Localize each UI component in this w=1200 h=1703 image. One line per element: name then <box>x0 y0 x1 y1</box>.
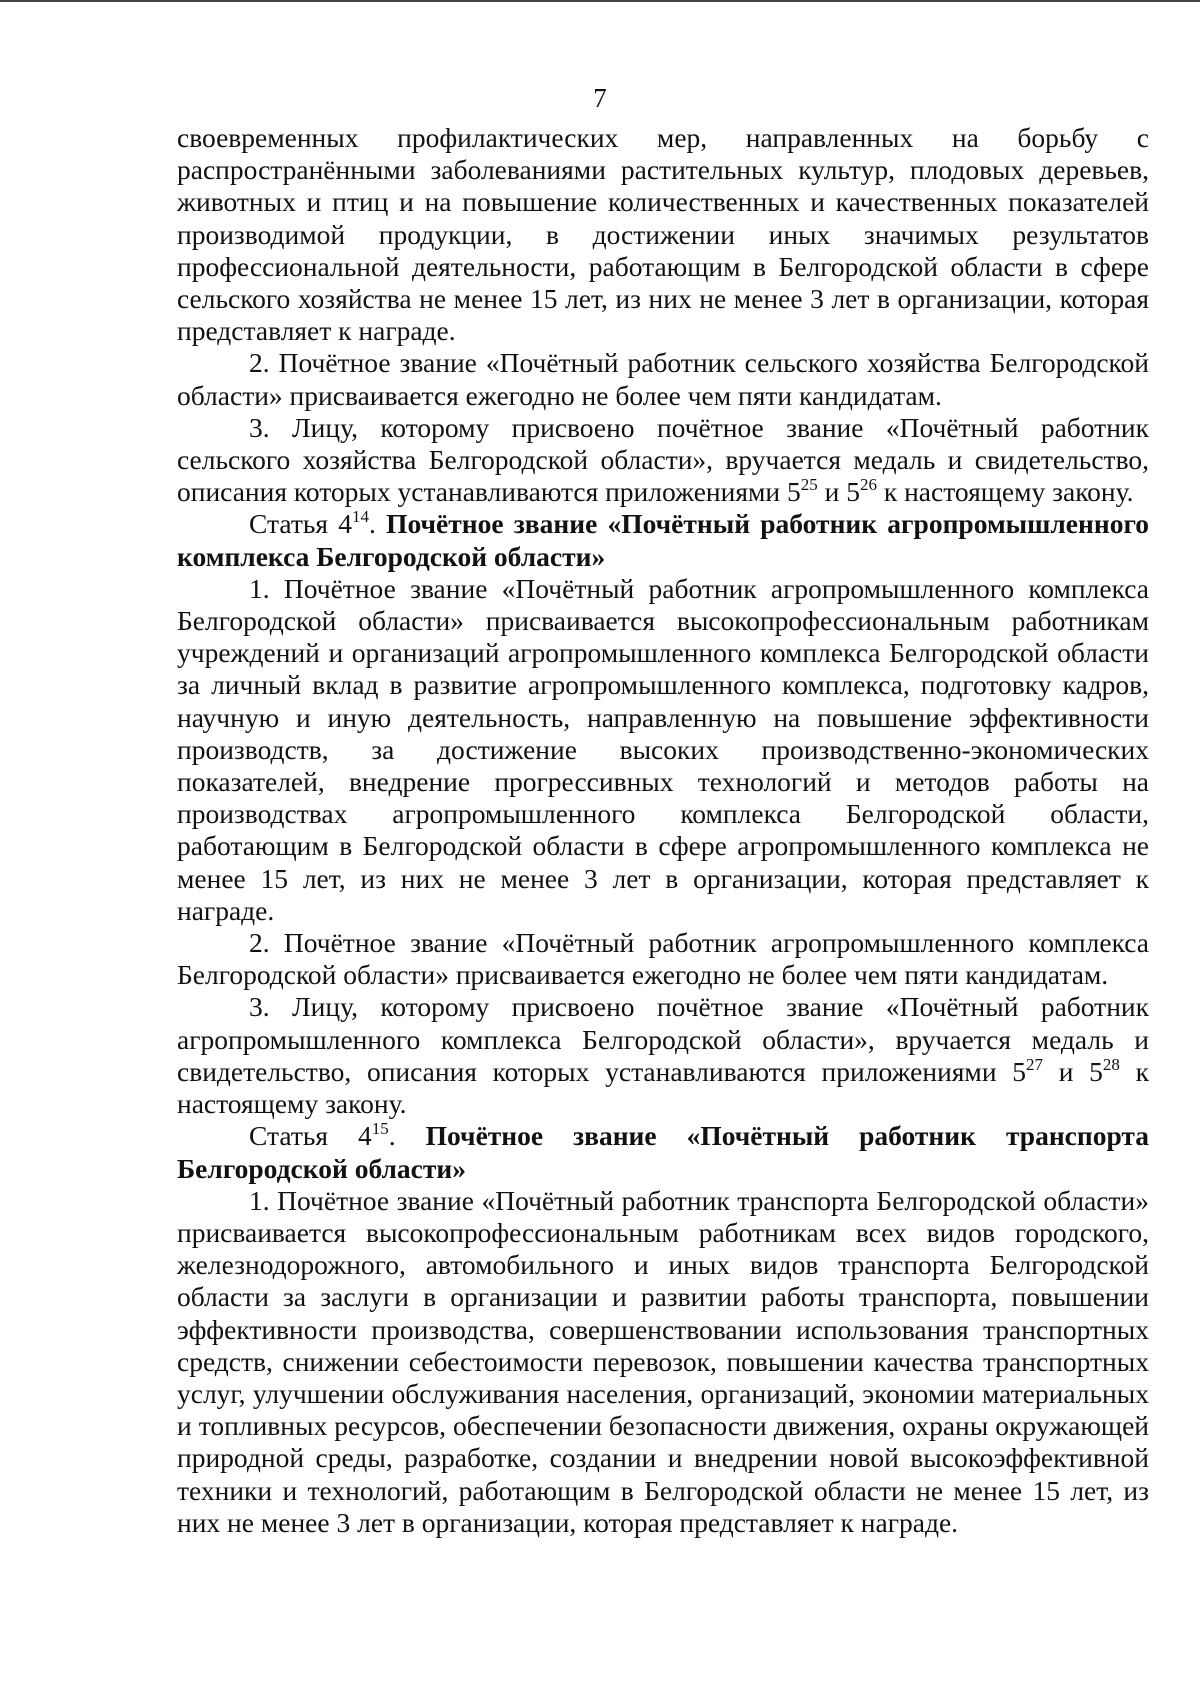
paragraph <box>177 1185 1149 1539</box>
paragraph-text: к настоящему закону. <box>876 476 1134 508</box>
paragraph <box>177 573 1149 927</box>
page-number: 7 <box>593 83 607 113</box>
paragraph <box>177 347 1149 411</box>
paragraph-text: и 5 <box>817 476 860 508</box>
article-title: Почётное звание «Почётный работник агропромышленного комплекса Белгородской области» <box>177 508 1149 572</box>
article-label: Статья 4 <box>249 1120 372 1152</box>
paragraph-text: 2. Почётное звание «Почётный работник агропромышленного комплекса Белгородской области» присваивается ежегодно не более чем пяти кандидатам. <box>177 927 1149 991</box>
paragraph-text: 3. Лицу, которому присвоено почётное звание «Почётный работник сельского хозяйства Белгородской области», вручается медаль и свидетельство, описания которых устанавливаются приложениями 5 <box>177 411 1149 508</box>
document-body <box>177 122 1149 1539</box>
paragraph-text: 1. Почётное звание «Почётный работник транспорта Белгородской области» присваивается высокопрофессиональным работникам всех видов городского, железнодорожного, автомобильного и иных видов транспорта Белгородской области за заслуги в организации и развитии работы транспорта, повышении эффективности производства, совершенствовании использования транспортных средств, снижении себестоимости перевозок, повышении качества транспортных услуг, улучшении обслуживания населения, организаций, экономии материальных и топливных ресурсов, обеспечении безопасности движения, охраны окружающей природной среды, разработке, создании и внедрении новой высокоэффективной техники и технологий, работающим в Белгородской области не менее 15 лет, из них не менее 3 лет в организации, которая представляет к награде. <box>177 1184 1149 1538</box>
paragraph <box>177 122 1149 347</box>
paragraph <box>177 991 1149 1120</box>
superscript-reference: 28 <box>1102 1054 1120 1074</box>
article-heading: Статья $4^{14}$. Почётное звание «Почётный работник агропромышленного комплекса Белгородской области» <box>177 507 1149 572</box>
paragraph <box>177 412 1149 509</box>
superscript-reference: 25 <box>800 475 818 495</box>
top-edge-rule <box>0 0 1200 2</box>
paragraph <box>177 927 1149 991</box>
paragraph-text: и 5 <box>1043 1055 1103 1087</box>
article-label: Статья 4 <box>249 508 352 540</box>
paragraph-text: 3. Лицу, которому присвоено почётное звание «Почётный работник агропромышленного комплекса Белгородской области», вручается медаль и свидетельство, описания которых устанавливаются приложениями 5 <box>177 991 1149 1087</box>
paragraph-text: 2. Почётное звание «Почётный работник сельского хозяйства Белгородской области» присваивается ежегодно не более чем пяти кандидатам. <box>177 347 1149 411</box>
superscript-reference: 26 <box>859 475 877 495</box>
superscript-reference: 27 <box>1026 1054 1044 1074</box>
article-heading: Статья $4^{15}$. Почётное звание «Почётный работник транспорта Белгородской области» <box>177 1119 1150 1184</box>
article-number-superscript: 14 <box>352 507 369 527</box>
article-number-superscript: 15 <box>371 1119 389 1139</box>
paragraph-text: к настоящему закону. <box>177 1055 1149 1120</box>
article-title: Почётное звание «Почётный работник транспорта Белгородской области» <box>177 1120 1150 1184</box>
paragraph-text: своевременных профилактических мер, направленных на борьбу с распространёнными заболеваниями растительных культур, плодовых деревьев, животных и птиц и на повышение количественных и качественных показателей производимой продукции, в достижении иных значимых результатов профессиональной деятельности, работающим в Белгородской области в сфере сельского хозяйства не менее 15 лет, из них не менее 3 лет в организации, которая представляет к награде. <box>177 122 1149 347</box>
paragraph-text: 1. Почётное звание «Почётный работник агропромышленного комплекса Белгородской области» присваивается высокопрофессиональным работникам учреждений и организаций агропромышленного комплекса Белгородской области за личный вклад в развитие агропромышленного комплекса, подготовку кадров, научную и иную деятельность, направленную на повышение эффективности производств, за достижение высоких производственно-экономических показателей, внедрение прогрессивных технологий и методов работы на производствах агропромышленного комплекса Белгородской области, работающим в Белгородской области в сфере агропромышленного комплекса не менее 15 лет, из них не менее 3 лет в организации, которая представляет к награде. <box>177 572 1149 926</box>
